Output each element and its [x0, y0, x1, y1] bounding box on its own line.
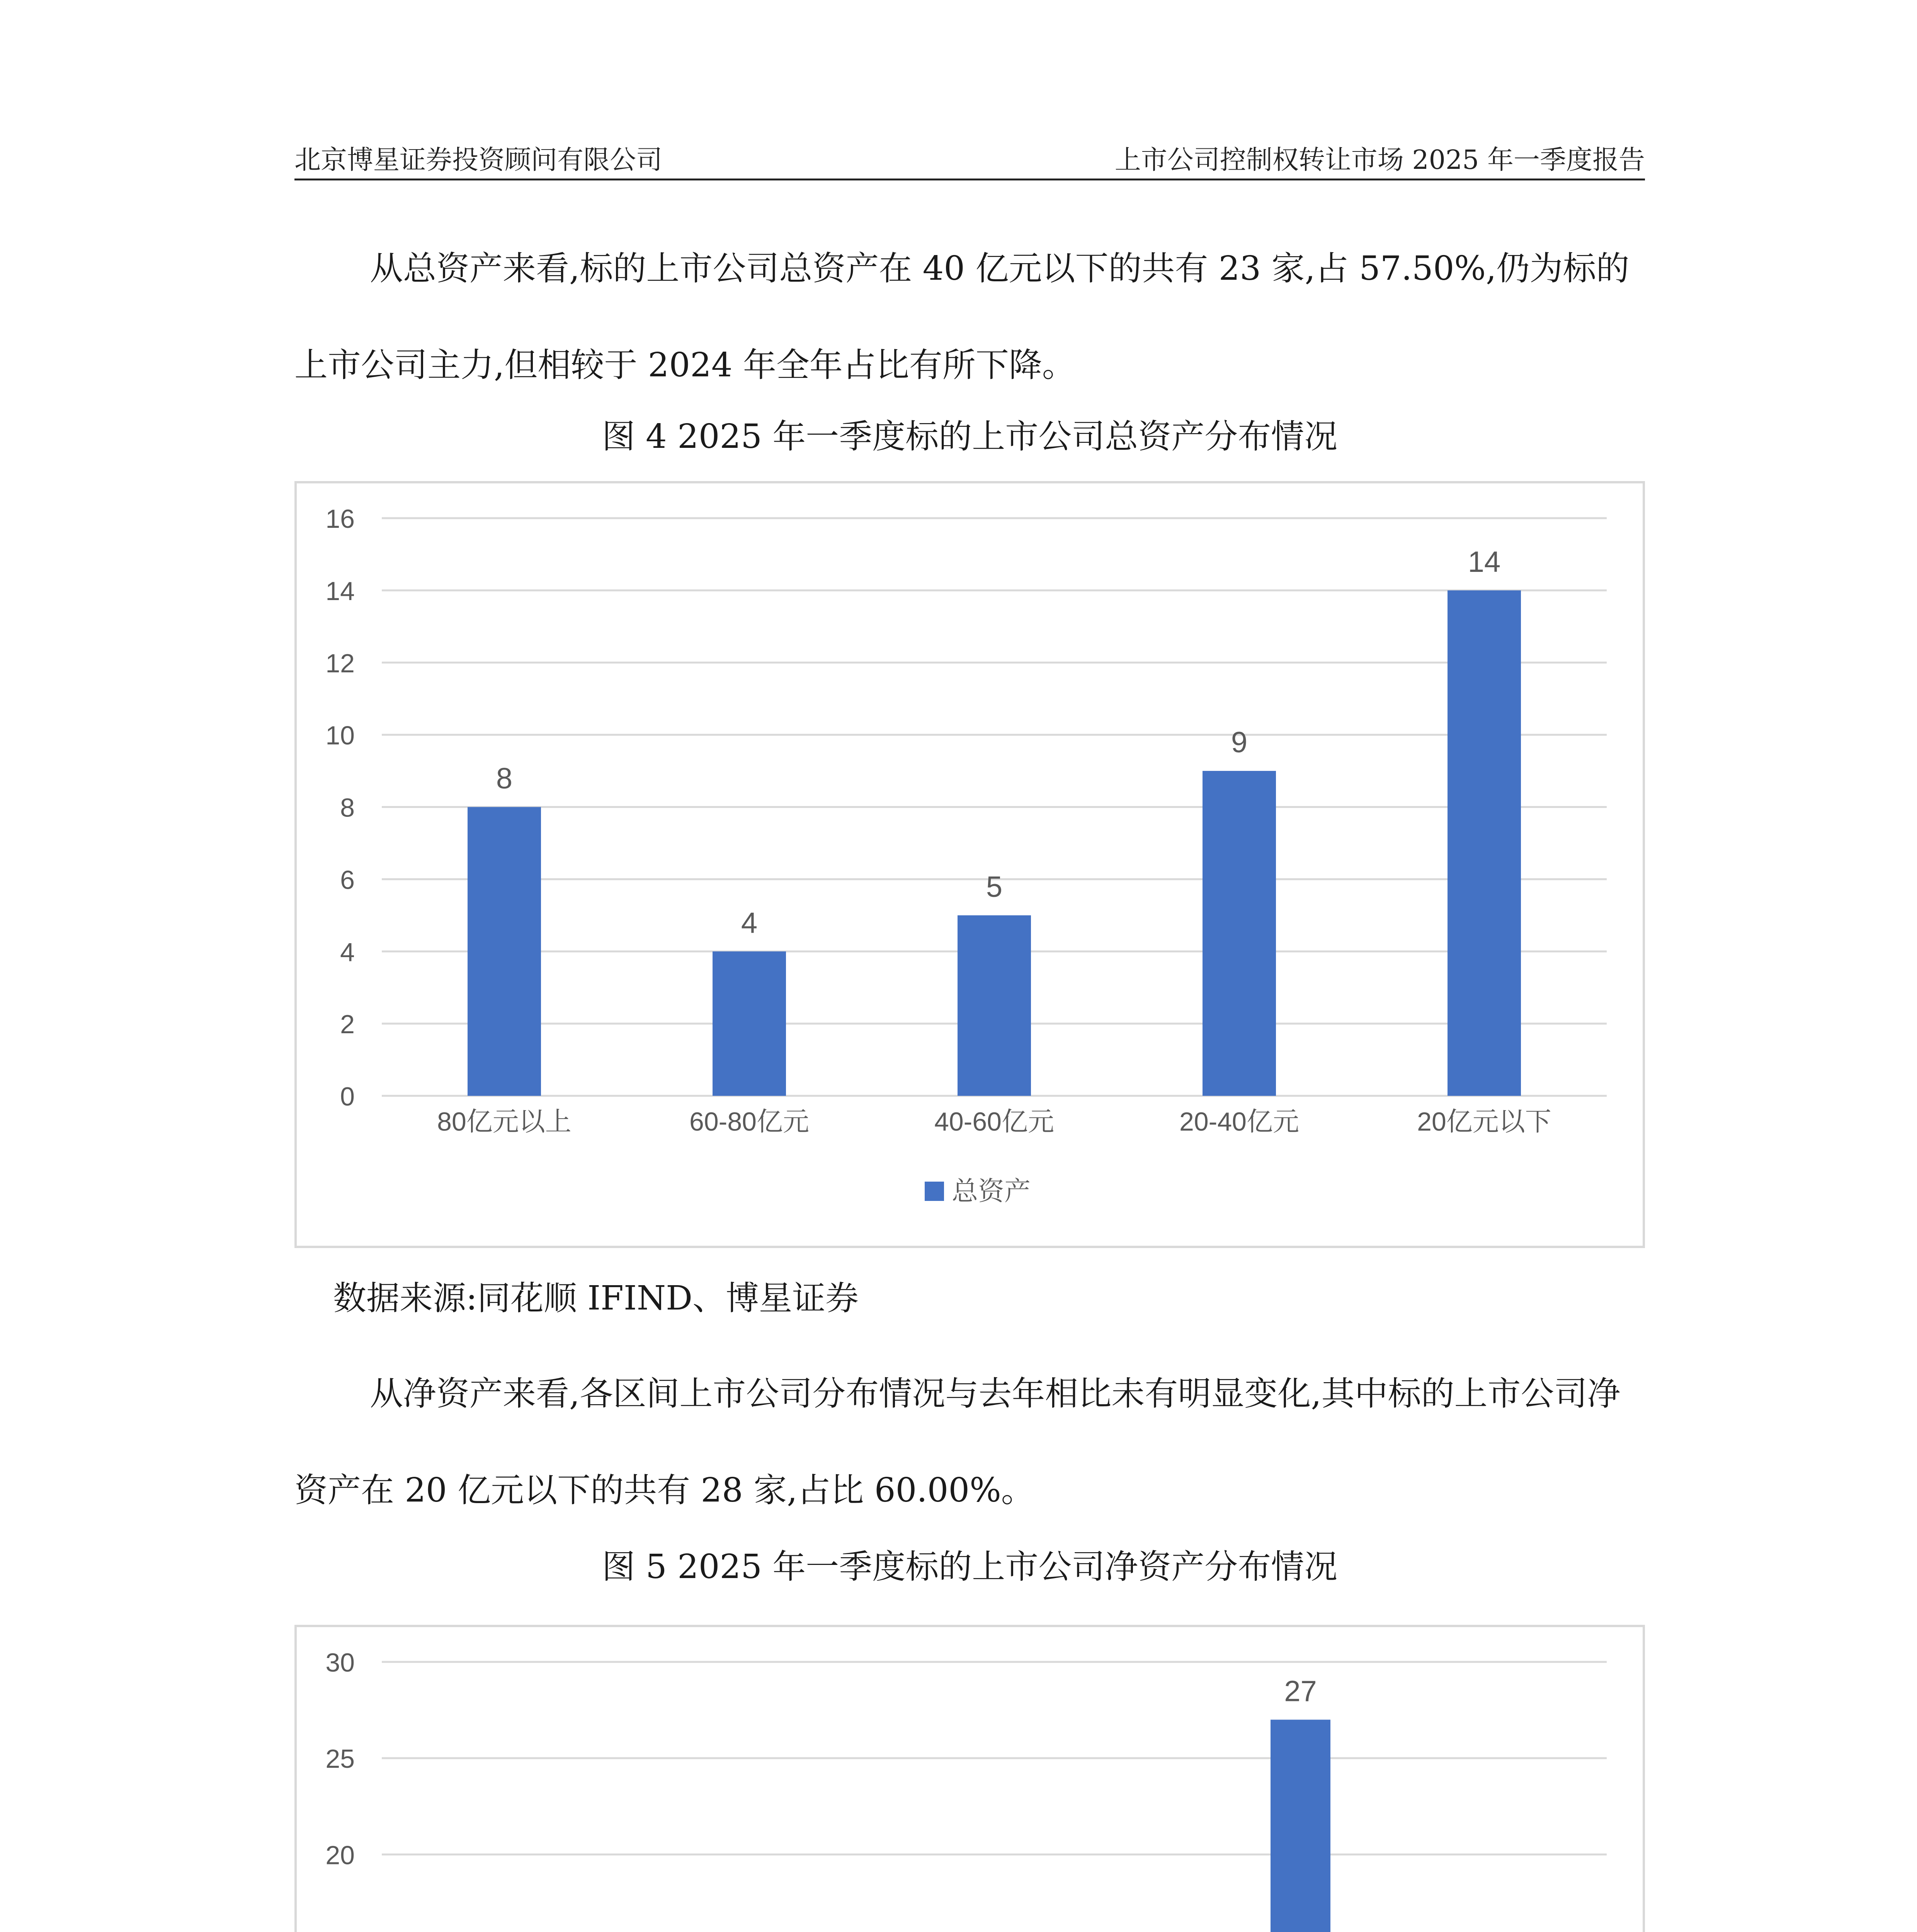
paragraph-net-assets-text: 从净资产来看,各区间上市公司分布情况与去年相比未有明显变化,其中标的上市公司净资产在 20 亿元以下的共有 28 家,占比 60.00%。 — [294, 1374, 1621, 1510]
data-label: 4 — [741, 906, 758, 940]
y-tick-label: 10 — [325, 721, 355, 750]
figure-4-source: 数据来源:同花顺 IFIND、博星证券 — [333, 1279, 859, 1318]
figure-5-title: 图 5 2025 年一季度标的上市公司净资产分布情况 — [602, 1548, 1338, 1586]
paragraph-total-assets — [294, 220, 1645, 413]
y-tick-label: 20 — [325, 1840, 355, 1870]
header-company: 北京博星证券投资顾问有限公司 — [294, 145, 663, 175]
x-tick-label: 20-40亿元 — [1179, 1107, 1299, 1136]
x-tick-label: 60-80亿元 — [689, 1107, 809, 1136]
chart-net-assets-svg — [297, 1627, 1643, 1932]
bar — [713, 951, 786, 1096]
paragraph-net-assets — [294, 1345, 1645, 1539]
legend-swatch — [925, 1182, 944, 1201]
y-tick-label: 2 — [340, 1010, 355, 1039]
y-tick-label: 16 — [325, 504, 355, 534]
y-tick-label: 14 — [325, 576, 355, 606]
data-label: 8 — [496, 762, 513, 795]
chart-total-assets-svg — [297, 483, 1643, 1246]
legend-label: 总资产 — [952, 1177, 1031, 1206]
bar — [1271, 1720, 1330, 1932]
data-label: 5 — [986, 870, 1003, 903]
x-tick-label: 20亿元以下 — [1417, 1107, 1551, 1136]
y-tick-label: 8 — [340, 793, 355, 823]
y-tick-label: 30 — [325, 1648, 355, 1677]
chart-net-assets — [294, 1625, 1645, 1932]
bar — [468, 807, 541, 1096]
bar — [1448, 590, 1521, 1096]
y-tick-label: 6 — [340, 865, 355, 895]
y-tick-label: 0 — [340, 1082, 355, 1111]
y-tick-label: 4 — [340, 937, 355, 967]
header-rule — [294, 179, 1645, 180]
data-label: 9 — [1231, 726, 1248, 759]
y-tick-label: 25 — [325, 1744, 355, 1774]
x-tick-label: 80亿元以上 — [437, 1107, 572, 1136]
bar — [1203, 771, 1276, 1096]
x-tick-label: 40-60亿元 — [934, 1107, 1054, 1136]
paragraph-total-assets-text: 从总资产来看,标的上市公司总资产在 40 亿元以下的共有 23 家,占 57.50%,仍为标的上市公司主力,但相较于 2024 年全年占比有所下降。 — [294, 249, 1630, 384]
data-label: 27 — [1284, 1675, 1317, 1708]
chart-total-assets — [294, 481, 1645, 1248]
data-label: 14 — [1468, 545, 1501, 578]
header-report-title: 上市公司控制权转让市场 2025 年一季度报告 — [1114, 145, 1645, 175]
bar — [958, 915, 1031, 1096]
figure-4-title: 图 4 2025 年一季度标的上市公司总资产分布情况 — [602, 417, 1338, 456]
y-tick-label: 12 — [325, 648, 355, 678]
